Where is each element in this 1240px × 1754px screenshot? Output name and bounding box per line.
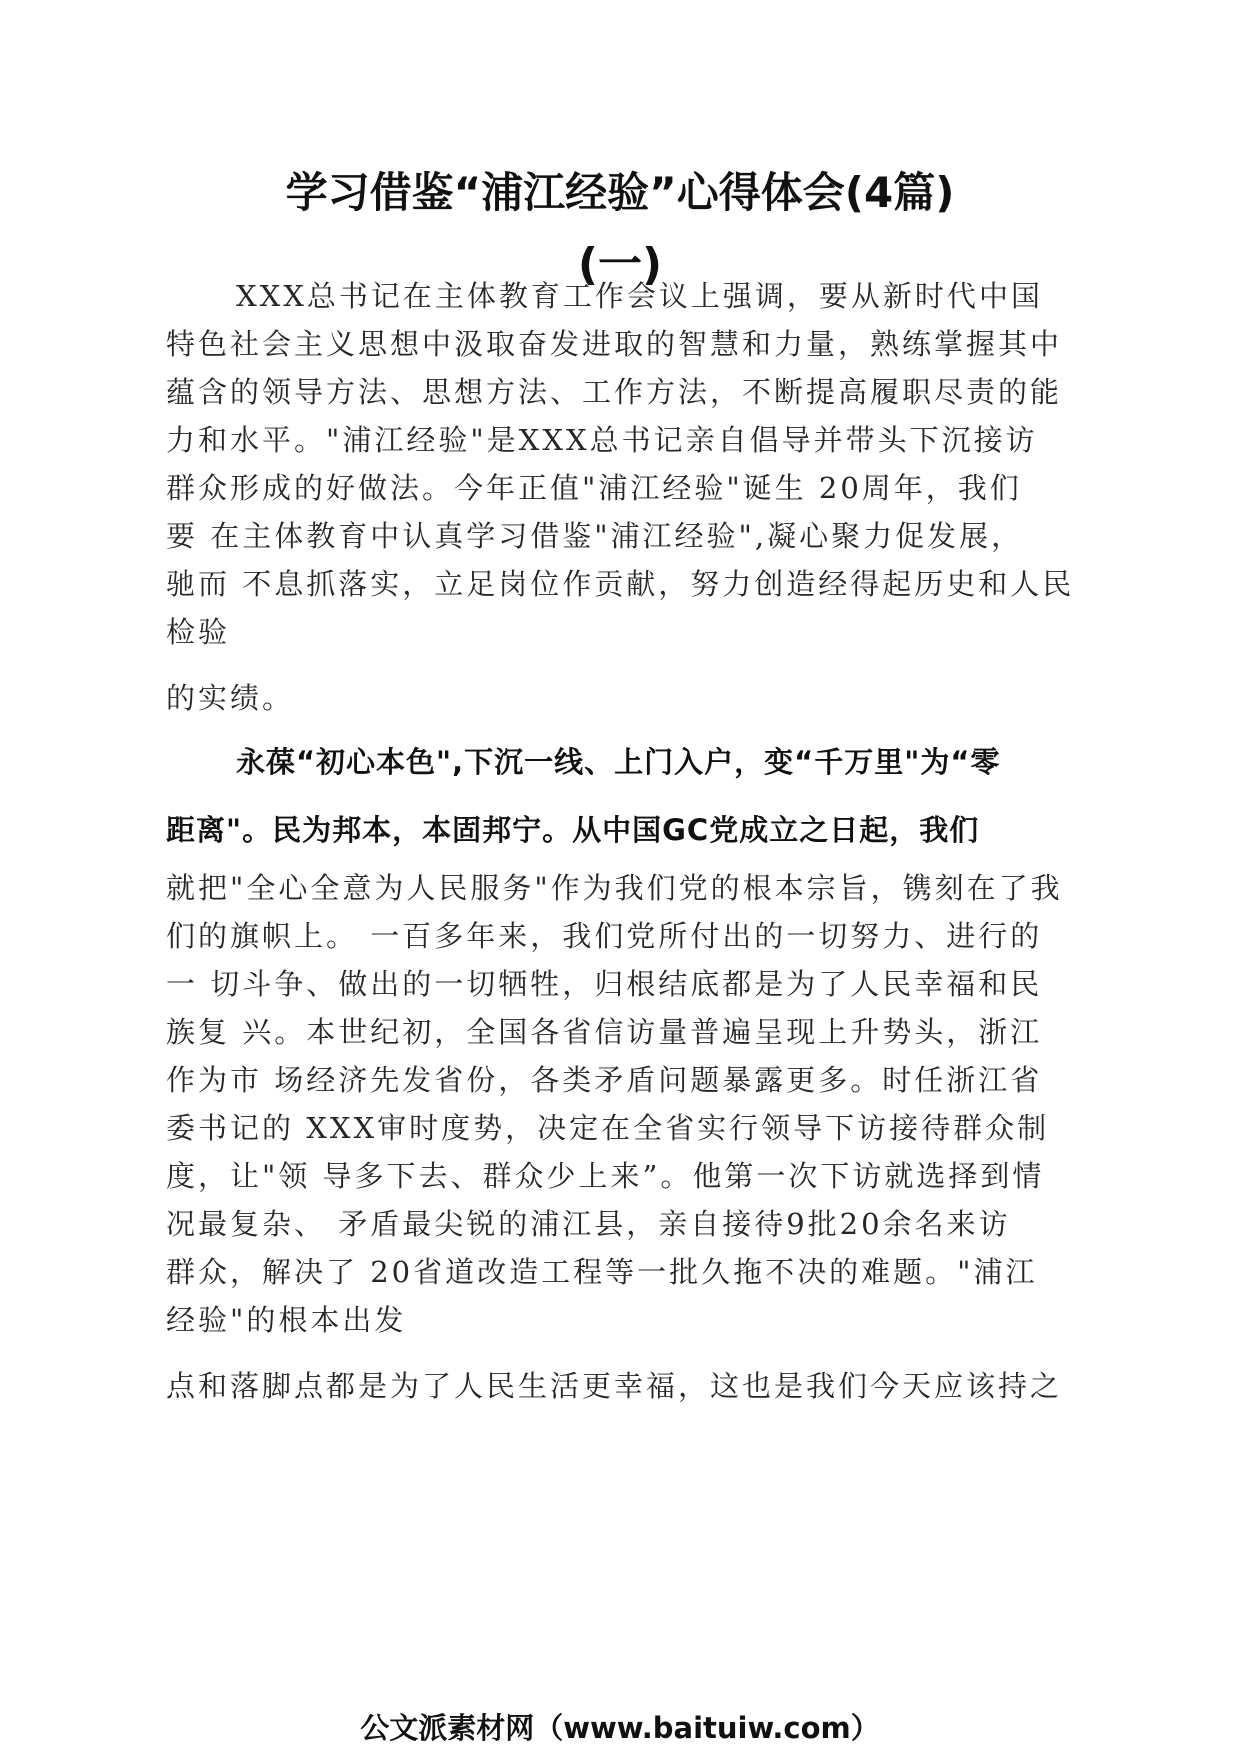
body-line: XXX总书记在主体教育工作会议上强调，要从新时代中国	[236, 279, 1043, 313]
body-line: 要 在主体教育中认真学习借鉴"浦江经验",凝心聚力促发展，	[166, 519, 1024, 553]
body-line: 们的旗帜上。 一百多年来，我们党所付出的一切努力、进行的	[166, 919, 1043, 953]
body-line: 度，让"领 导多下去、群众少上来”。他第一次下访就选择到情	[166, 1159, 1045, 1193]
body-line: 检验	[166, 615, 231, 649]
body-line: 群众形成的好做法。今年正值"浦江经验"诞生 20周年，我们	[166, 471, 1022, 505]
body-line: 蕴含的领导方法、思想方法、工作方法，不断提高履职尽责的能	[166, 375, 1063, 409]
section-heading: (一)	[577, 239, 663, 290]
body-line: 的实绩。	[166, 681, 295, 715]
body-line: 一 切斗争、做出的一切牺牲，归根结底都是为了人民幸福和民	[166, 967, 1043, 1001]
bold-heading-line: 永葆“初心本色",下沉一线、上门入户，变“千万里"为“零	[236, 745, 1001, 779]
body-line: 特色社会主义思想中汲取奋发进取的智慧和力量，熟练掌握其中	[166, 327, 1063, 361]
body-line: 点和落脚点都是为了人民生活更幸福，这也是我们今天应该持之	[166, 1369, 1063, 1403]
bold-heading-line: 距离"。民为邦本，本固邦宁。从中国GC党成立之日起，我们	[166, 813, 980, 847]
body-line: 力和水平。"浦江经验"是XXX总书记亲自倡导并带头下沉接访	[166, 423, 1038, 457]
body-line: 作为市 场经济先发省份，各类矛盾问题暴露更多。时任浙江省	[166, 1063, 1043, 1097]
body-line: 群众，解决了 20省道改造工程等一批久拖不决的难题。"浦江	[166, 1255, 1038, 1289]
body-line: 委书记的 XXX审时度势，决定在全省实行领导下访接待群众制	[166, 1111, 1050, 1145]
document-title: 学习借鉴“浦江经验”心得体会(4篇)	[285, 168, 955, 217]
body-line: 经验"的根本出发	[166, 1303, 407, 1337]
body-line: 况最复杂、 矛盾最尖锐的浦江县，亲自接待9批20余名来访	[166, 1207, 1011, 1241]
body-line: 驰而 不息抓落实，立足岗位作贡献，努力创造经得起历史和人民	[166, 567, 1075, 601]
body-line: 族复 兴。本世纪初，全国各省信访量普遍呈现上升势头，浙江	[166, 1015, 1043, 1049]
footer-watermark: 公文派素材网（www.baituiw.com）	[360, 1711, 880, 1745]
body-line: 就把"全心全意为人民服务"作为我们党的根本宗旨，镌刻在了我	[166, 871, 1063, 905]
